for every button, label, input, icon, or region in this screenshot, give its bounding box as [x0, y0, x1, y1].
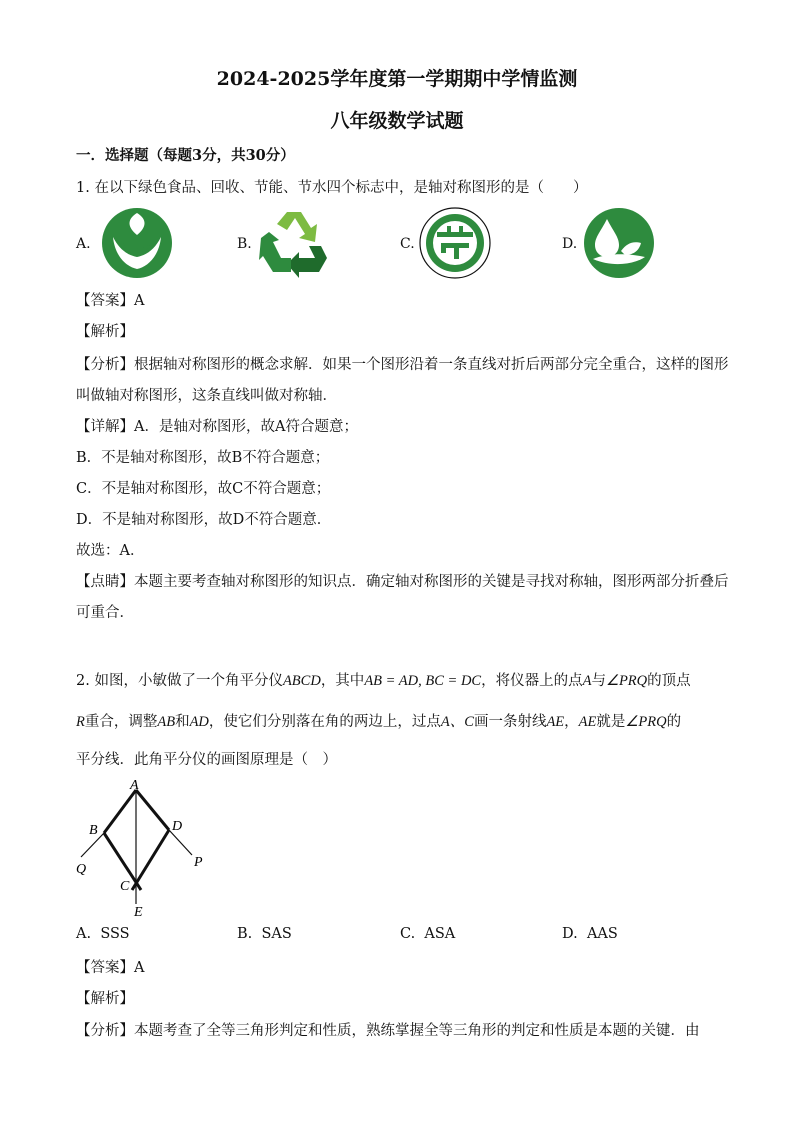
- q1-analysis-tag: 【解析】: [76, 324, 134, 340]
- q1-detail-c: C．不是轴对称图形，故C不符合题意；: [76, 481, 331, 497]
- q1-fenxi-line2: 叫做轴对称图形，这条直线叫做对称轴．: [76, 388, 337, 404]
- q2-option-b: B. SAS: [237, 926, 292, 942]
- q2-option-c: C. ASA: [400, 926, 456, 942]
- angle-bisector-figure: [70, 778, 210, 920]
- segment-ab: [104, 790, 136, 833]
- q1-option-b-label: B.: [237, 236, 252, 252]
- energy-saving-icon: [419, 207, 491, 279]
- green-food-icon: [101, 207, 173, 279]
- q1-fenxi-line1: 【分析】根据轴对称图形的概念求解．如果一个图形沿着一条直线对折后两部分完全重合，这样的图形: [76, 357, 729, 373]
- q2-option-d: D. AAS: [562, 926, 618, 942]
- q2-stem-line1: 2. 如图，小敏做了一个角平分仪ABCD，其中AB = AD, BC = DC，将仪器上的点A与∠PRQ的顶点: [76, 673, 691, 689]
- q2-answer: 【答案】A: [76, 960, 145, 976]
- label-q: Q: [76, 862, 87, 877]
- q2-fenxi: 【分析】本题考查了全等三角形判定和性质，熟练掌握全等三角形的判定和性质是本题的关键．由: [76, 1023, 700, 1039]
- q2-stem-line3: 平分线．此角平分仪的画图原理是（ ）: [76, 752, 337, 768]
- q1-option-d-label: D.: [562, 236, 578, 252]
- q1-stem: 1. 在以下绿色食品、回收、节能、节水四个标志中，是轴对称图形的是（ ）: [76, 180, 588, 196]
- q2-stem-line2: R重合，调整AB和AD，使它们分别落在角的两边上，过点A、C画一条射线AE，AE就是∠PRQ的: [76, 714, 682, 730]
- section-heading: 一．选择题（每题3分，共30分）: [76, 147, 295, 164]
- segment-dc: [132, 830, 169, 890]
- segment-ad: [136, 790, 169, 830]
- q1-detail-a: 【详解】A．是轴对称图形，故A符合题意；: [76, 419, 358, 435]
- label-c: C: [120, 879, 130, 894]
- q1-conclusion: 故选：A．: [76, 543, 145, 559]
- label-d: D: [172, 819, 183, 834]
- water-saving-icon: [583, 207, 655, 279]
- q1-detail-b: B．不是轴对称图形，故B不符合题意；: [76, 450, 330, 466]
- q2-analysis-tag: 【解析】: [76, 991, 134, 1007]
- recycle-icon: [259, 206, 331, 278]
- exam-title: 2024-2025学年度第一学期期中学情监测: [216, 68, 578, 90]
- q1-option-a-label: A.: [76, 236, 91, 252]
- q1-detail-d: D．不是轴对称图形，故D不符合题意．: [76, 512, 332, 528]
- q1-comment-line1: 【点睛】本题主要考查轴对称图形的知识点．确定轴对称图形的关键是寻找对称轴，图形两部分折叠后: [76, 574, 729, 590]
- q2-option-a: A. SSS: [76, 926, 130, 942]
- label-e: E: [134, 905, 143, 920]
- exam-subtitle: 八年级数学试题: [330, 110, 464, 132]
- q1-option-c-label: C.: [400, 236, 415, 252]
- label-a: A: [130, 778, 139, 793]
- label-p: P: [194, 855, 203, 870]
- label-b: B: [89, 823, 98, 838]
- q1-comment-line2: 可重合．: [76, 605, 134, 621]
- q1-answer: 【答案】A: [76, 293, 145, 309]
